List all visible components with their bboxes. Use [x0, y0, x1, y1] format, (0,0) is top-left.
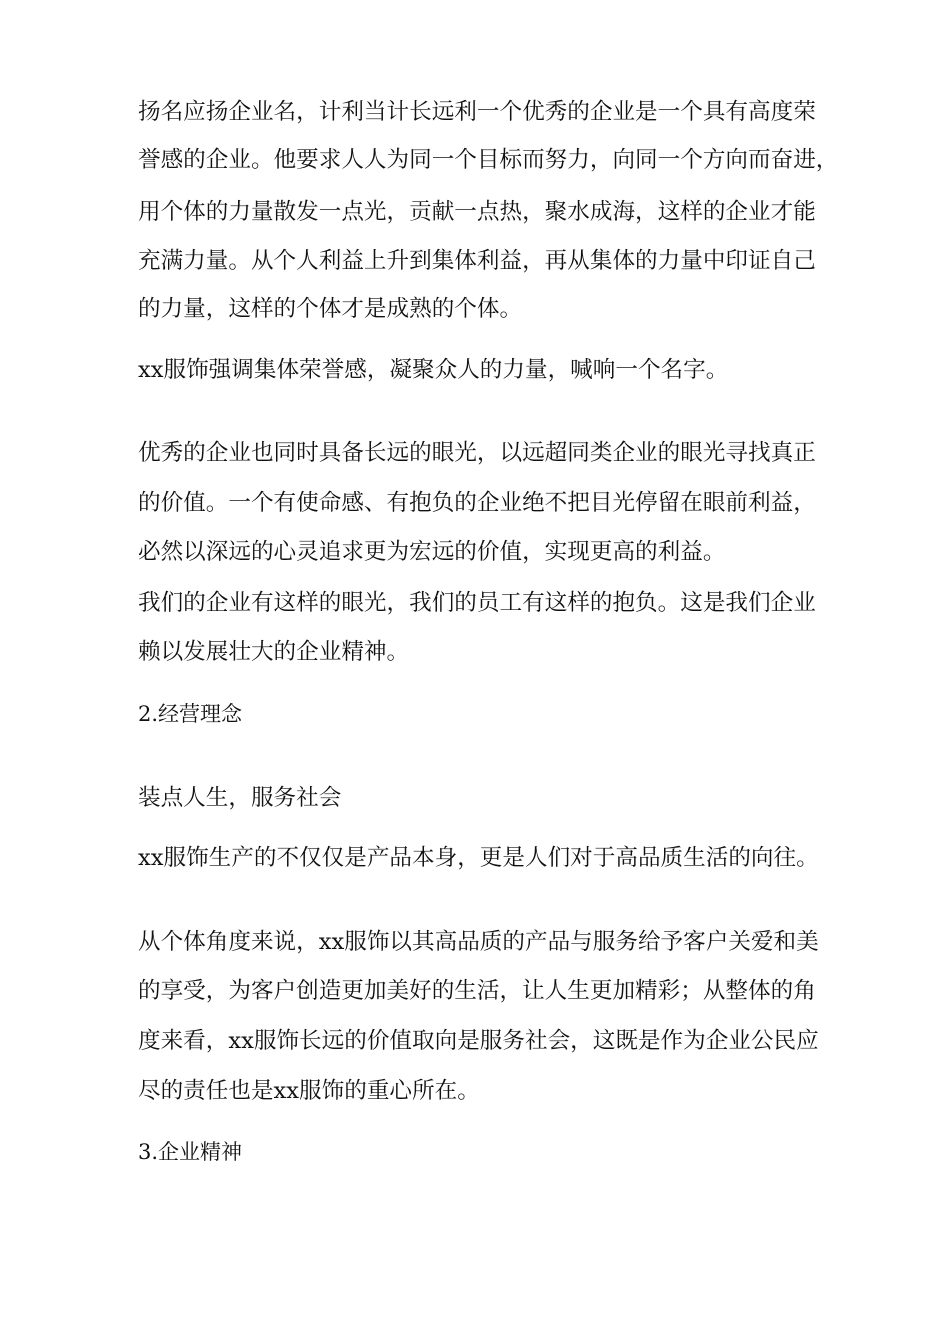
body-text-line: 用个体的力量散发一点光，贡献一点热，聚水成海，这样的企业才能 [138, 199, 816, 225]
body-text-line: 装点人生，服务社会 [138, 785, 342, 811]
section-heading: 2.经营理念 [138, 702, 243, 726]
body-text-line: 尽的责任也是xx服饰的重心所在。 [138, 1078, 480, 1104]
body-text-line: 誉感的企业。他要求人人为同一个目标而努力，向同一个方向而奋进， [138, 147, 839, 173]
body-text-line: 扬名应扬企业名，计利当计长远利一个优秀的企业是一个具有高度荣 [138, 99, 816, 125]
body-text-line: 充满力量。从个人利益上升到集体利益，再从集体的力量中印证自己 [138, 248, 816, 274]
body-text-line: 从个体角度来说，xx服饰以其高品质的产品与服务给予客户关爱和美 [138, 929, 819, 955]
body-text-line: 的价值。一个有使命感、有抱负的企业绝不把目光停留在眼前利益， [138, 490, 816, 516]
section-heading: 3.企业精神 [138, 1140, 243, 1164]
body-text-line: xx服饰强调集体荣誉感，凝聚众人的力量，喊响一个名字。 [138, 357, 729, 383]
body-text-line: 的享受，为客户创造更加美好的生活，让人生更加精彩；从整体的角 [138, 978, 816, 1004]
body-text-line: 必然以深远的心灵追求更为宏远的价值，实现更高的利益。 [138, 539, 726, 565]
body-text-line: 度来看，xx服饰长远的价值取向是服务社会，这既是作为企业公民应 [138, 1028, 819, 1054]
body-text-line: 的力量，这样的个体才是成熟的个体。 [138, 296, 523, 322]
body-text-line: xx服饰生产的不仅仅是产品本身，更是人们对于高品质生活的向往。 [138, 845, 819, 871]
body-text-line: 我们的企业有这样的眼光，我们的员工有这样的抱负。这是我们企业 [138, 590, 816, 616]
body-text-line: 优秀的企业也同时具备长远的眼光，以远超同类企业的眼光寻找真正 [138, 440, 816, 466]
body-text-line: 赖以发展壮大的企业精神。 [138, 639, 410, 665]
